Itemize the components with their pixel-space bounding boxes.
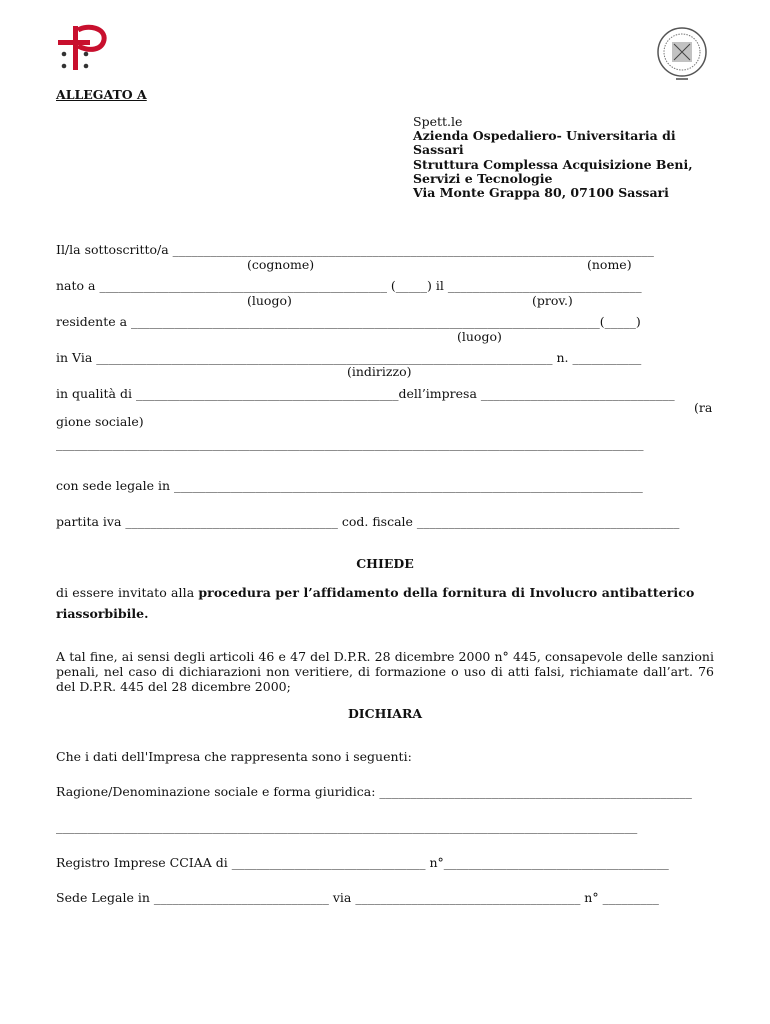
register-field[interactable]: Registro Imprese CCIAA di _______________________________ n°____________________________________ xyxy=(56,855,669,870)
capacity-field[interactable]: in qualità di __________________________________________dell’impresa _______________________________ xyxy=(56,386,675,401)
recipient-unit-line1: Struttura Complessa Acquisizione Beni, xyxy=(413,157,693,172)
residence-field[interactable]: residente a ___________________________________________________________________________(_____) xyxy=(56,314,641,329)
recipient-salutation: Spett.le xyxy=(413,114,463,129)
capacity-wrap: gione sociale) xyxy=(56,414,144,429)
recipient-address: Via Monte Grappa 80, 07100 Sassari xyxy=(413,185,669,200)
declaration-heading: DICHIARA xyxy=(347,706,423,721)
vat-field[interactable]: partita iva __________________________________ cod. fiscale __________________________________________ xyxy=(56,514,680,529)
recipient-unit-line2: Servizi e Tecnologie xyxy=(413,171,553,186)
legal-office-field[interactable]: Sede Legale in ____________________________ via ____________________________________ n° _________ xyxy=(56,890,659,905)
university-seal-icon xyxy=(654,26,710,84)
request-prefix: di essere invitato alla xyxy=(56,585,199,600)
registered-office-field[interactable]: con sede legale in ___________________________________________________________________________ xyxy=(56,478,643,493)
capacity-tail: (ra xyxy=(694,400,713,415)
company-data-intro: Che i dati dell'Impresa che rappresenta sono i seguenti: xyxy=(56,749,412,764)
hint-cognome: (cognome) xyxy=(247,257,315,272)
hint-nome: (nome) xyxy=(587,257,632,272)
request-line2: riassorbibile. xyxy=(56,606,149,621)
attachment-label: ALLEGATO A xyxy=(56,87,147,102)
signatory-field[interactable]: Il/la sottoscritto/a _____________________________________________________________________________ xyxy=(56,242,654,257)
blank-line[interactable]: ______________________________________________________________________________________________ xyxy=(56,436,644,451)
declaration-intro: A tal fine, ai sensi degli articoli 46 e 47 del D.P.R. 28 dicembre 2000 n° 445, consapevole delle sanzioni penali, nel caso di dichiarazioni non veritiere, di formazione o uso di atti falsi, richiamate dall’art. 76 del D.P.R. 445 del 28 dicembre 2000; xyxy=(56,649,714,694)
recipient-org-line1: Azienda Ospedaliero- Universitaria di xyxy=(413,128,676,143)
request-procedure: procedura per l’affidamento della fornitura di Involucro antibatterico xyxy=(198,585,695,600)
birth-field[interactable]: nato a ______________________________________________ (_____) il _______________________________ xyxy=(56,278,642,293)
street-field[interactable]: in Via _________________________________________________________________________ n. ___________ xyxy=(56,350,642,365)
blank-line-2[interactable]: _____________________________________________________________________________________________ xyxy=(56,819,638,834)
hint-prov: (prov.) xyxy=(532,293,573,308)
company-name-field[interactable]: Ragione/Denominazione sociale e forma giuridica: __________________________________________________ xyxy=(56,784,692,799)
request-line1 xyxy=(56,585,694,600)
hint-luogo-residence: (luogo) xyxy=(457,329,502,344)
recipient-org-line2: Sassari xyxy=(413,142,464,157)
request-heading: CHIEDE xyxy=(356,556,414,571)
hint-luogo: (luogo) xyxy=(247,293,292,308)
hint-indirizzo: (indirizzo) xyxy=(347,364,412,379)
hospital-logo-icon xyxy=(56,24,110,72)
